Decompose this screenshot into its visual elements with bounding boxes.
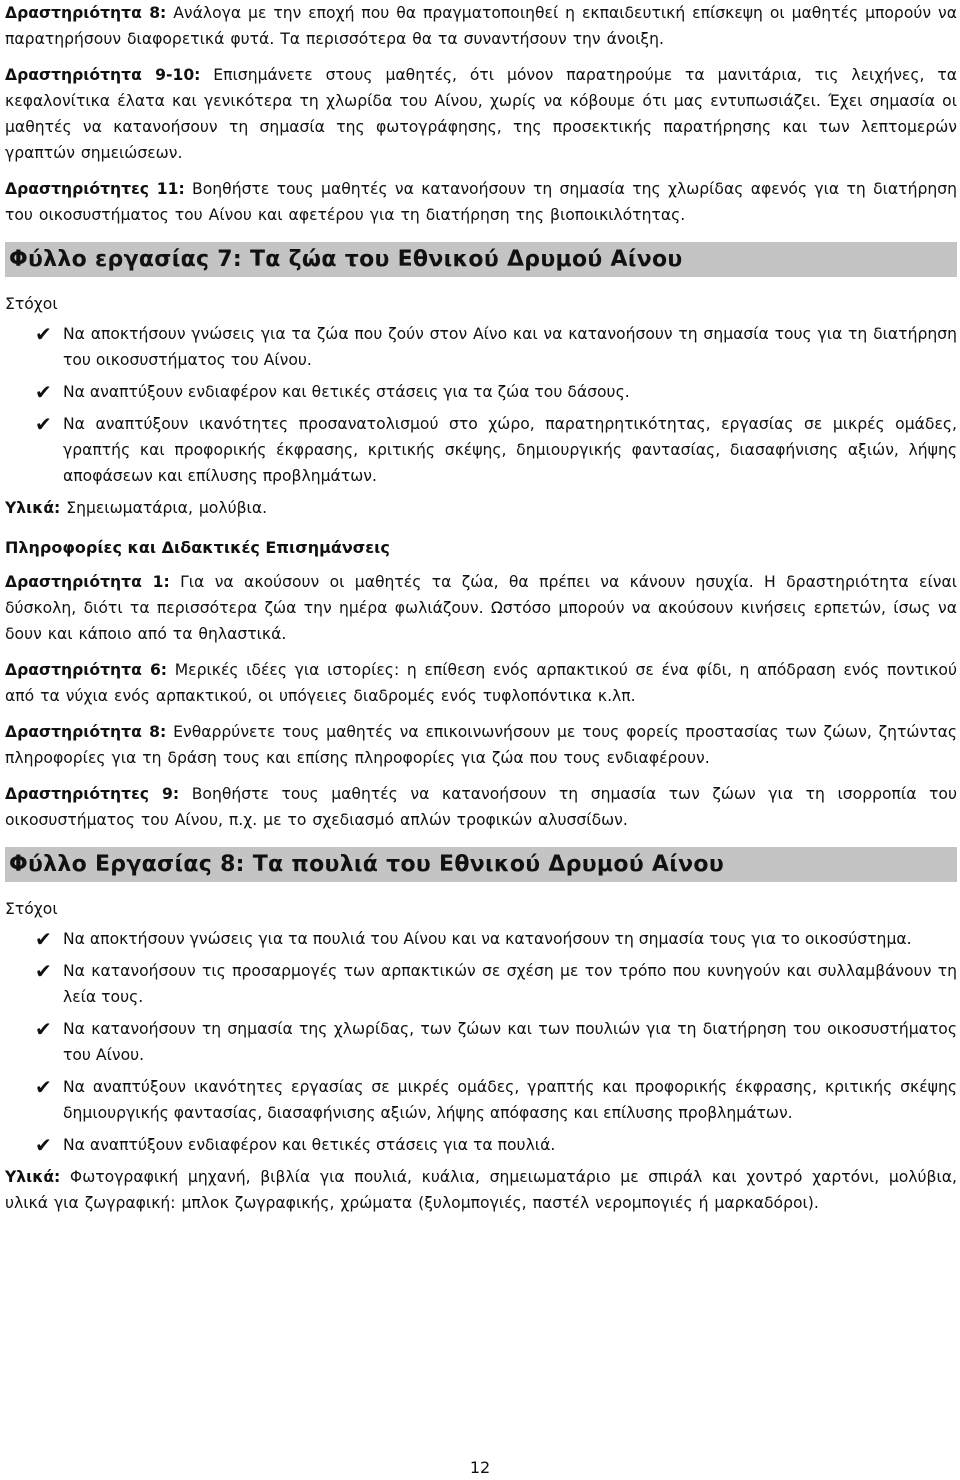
note-text: Βοηθήστε τους μαθητές να κατανοήσουν τη σημασία των ζώων για τη ισορροπία του οικοσυστήματος του Αίνου, π.χ. με το σχεδιασμό απλών τροφικών αλυσσίδων. [5, 785, 957, 829]
section-title: Φύλλο εργασίας 7: Τα ζώα του Εθνικού Δρυμού Αίνου [9, 247, 683, 272]
materials-text: Σημειωματάρια, μολύβια. [60, 499, 268, 517]
goal-text: Να αποκτήσουν γνώσεις για τα ζώα που ζούν στον Αίνο και να κατανοήσουν τη σημασία τους για τη διατήρηση του οικοσυστήματος του Αίνου. [63, 325, 957, 369]
materials-line [5, 495, 957, 521]
list-item [5, 1132, 957, 1158]
list-item [5, 1074, 957, 1126]
check-icon: ✔ [35, 959, 52, 983]
document-page [5, 0, 957, 1230]
list-item [5, 411, 957, 489]
goals-list [5, 321, 957, 489]
list-item [5, 1016, 957, 1068]
section-banner-sheet-8 [5, 847, 957, 882]
materials-text: Φωτογραφική μηχανή, βιβλία για πουλιά, κυάλια, σημειωματάριο με σπιράλ και χοντρό χαρτόνι, μολύβια, υλικά για ζωγραφική: μπλοκ ζωγραφικής, χρώματα (ξυλομπογιές, παστέλ νερομπογιές ή μαρκαδόροι). [5, 1168, 957, 1212]
check-icon: ✔ [35, 380, 52, 404]
goals-list [5, 926, 957, 1158]
goal-text: Να κατανοήσουν τη σημασία της χλωρίδας, των ζώων και των πουλιών για τη διατήρηση του οικοσυστήματος του Αίνου. [63, 1020, 957, 1064]
paragraph-label: Δραστηριότητα 8: [5, 4, 167, 22]
note-activity-1 [5, 569, 957, 647]
section-banner-sheet-7 [5, 242, 957, 277]
list-item [5, 321, 957, 373]
goal-text: Να κατανοήσουν τις προσαρμογές των αρπακτικών σε σχέση με τον τρόπο που κυνηγούν και συλλαμβάνουν τη λεία τους. [63, 962, 957, 1006]
paragraph-text: Επισημάνετε στους μαθητές, ότι μόνον παρατηρούμε τα μανιτάρια, τις λειχήνες, τα κεφαλονίτικα έλατα και γενικότερα τη χλωρίδα του Αίνου, χωρίς να κόβουμε ότι μας εντυπωσιάζει. Έχει σημασία οι μαθητές να κατανοήσουν τη σημασία της φωτογράφησης, της προσεκτικής παρατήρησης και των λεπτομερών γραπτών σημειώσεων. [5, 66, 957, 162]
note-text: Ενθαρρύνετε τους μαθητές να επικοινωνήσουν με τους φορείς προστασίας των ζώων, ζητώντας πληροφορίες για τη δράση τους και επίσης πληροφορίες για ζώα που τους ενδιαφέρουν. [5, 723, 958, 767]
materials-label: Υλικά: [5, 1168, 61, 1186]
note-text: Μερικές ιδέες για ιστορίες: η επίθεση ενός αρπακτικού σε ένα φίδι, η απόδραση ενός ποντικού από τα νύχια ενός αρπακτικού, οι υπόγειες διαδρομές ενός τυφλοπόντικα κ.λπ. [5, 661, 957, 705]
check-icon: ✔ [35, 927, 52, 951]
goal-text: Να αναπτύξουν ενδιαφέρον και θετικές στάσεις για τα ζώα του δάσους. [63, 383, 630, 401]
check-icon: ✔ [35, 412, 52, 436]
materials-label: Υλικά: [5, 499, 61, 517]
info-heading: Πληροφορίες και Διδακτικές Επισημάνσεις [5, 538, 390, 557]
check-icon: ✔ [35, 322, 52, 346]
paragraph-activity-9-10 [5, 62, 957, 166]
note-activity-9 [5, 781, 957, 833]
note-label: Δραστηριότητα 1: [5, 573, 170, 591]
list-item [5, 958, 957, 1010]
check-icon: ✔ [35, 1075, 52, 1099]
paragraph-label: Δραστηριότητα 9-10: [5, 66, 201, 84]
goal-text: Να αναπτύξουν ικανότητες εργασίας σε μικρές ομάδες, γραπτής και προφορικής έκφρασης, κριτικής σκέψης δημιουργικής φαντασίας, διασαφήνισης αξιών, λήψης απόφασης και επίλυσης προβλημάτων. [63, 1078, 957, 1122]
check-icon: ✔ [35, 1133, 52, 1157]
section-title: Φύλλο Εργασίας 8: Τα πουλιά του Εθνικού Δρυμού Αίνου [9, 852, 724, 877]
note-activity-8 [5, 719, 957, 771]
paragraph-text: Ανάλογα με την εποχή που θα πραγματοποιηθεί η εκπαιδευτική επίσκεψη οι μαθητές μπορούν να παρατηρήσουν διαφορετικά φυτά. Τα περισσότερα θα τα συναντήσουν την άνοιξη. [5, 4, 958, 48]
goal-text: Να αναπτύξουν ενδιαφέρον και θετικές στάσεις για τα πουλιά. [63, 1136, 556, 1154]
note-label: Δραστηριότητα 8: [5, 723, 167, 741]
materials-line [5, 1164, 957, 1216]
note-activity-6 [5, 657, 957, 709]
note-text: Για να ακούσουν οι μαθητές τα ζώα, θα πρέπει να κάνουν ησυχία. Η δραστηριότητα είναι δύσκολη, διότι τα περισσότερα ζώα την ημέρα φωλιάζουν. Ωστόσο μπορούν να ακούσουν κινήσεις ερπετών, ίσως να δουν και κάποιο από τα θηλαστικά. [5, 573, 958, 643]
paragraph-activity-8 [5, 0, 957, 52]
note-label: Δραστηριότητες 9: [5, 785, 180, 803]
page-number: 12 [469, 1458, 491, 1477]
goals-label: Στόχοι [5, 295, 58, 313]
paragraph-text: Βοηθήστε τους μαθητές να κατανοήσουν τη σημασία της χλωρίδας αφενός για τη διατήρηση του οικοσυστήματος του Αίνου και αφετέρου για τη διατήρηση της βιοποικιλότητας. [5, 180, 957, 224]
list-item [5, 379, 957, 405]
check-icon: ✔ [35, 1017, 52, 1041]
list-item [5, 926, 957, 952]
goal-text: Να αναπτύξουν ικανότητες προσανατολισμού στο χώρο, παρατηρητικότητας, εργασίας σε μικρές ομάδες, γραπτής και προφορικής έκφρασης, κριτικής σκέψης, δημιουργικής φαντασίας, διασαφήνισης αξιών, λήψης αποφάσεων και επίλυσης προβλημάτων. [63, 415, 957, 485]
paragraph-label: Δραστηριότητες 11: [5, 180, 185, 198]
paragraph-activity-11 [5, 176, 957, 228]
goal-text: Να αποκτήσουν γνώσεις για τα πουλιά του Αίνου και να κατανοήσουν τη σημασία τους για το οικοσύστημα. [63, 930, 912, 948]
goals-label: Στόχοι [5, 900, 58, 918]
note-label: Δραστηριότητα 6: [5, 661, 168, 679]
